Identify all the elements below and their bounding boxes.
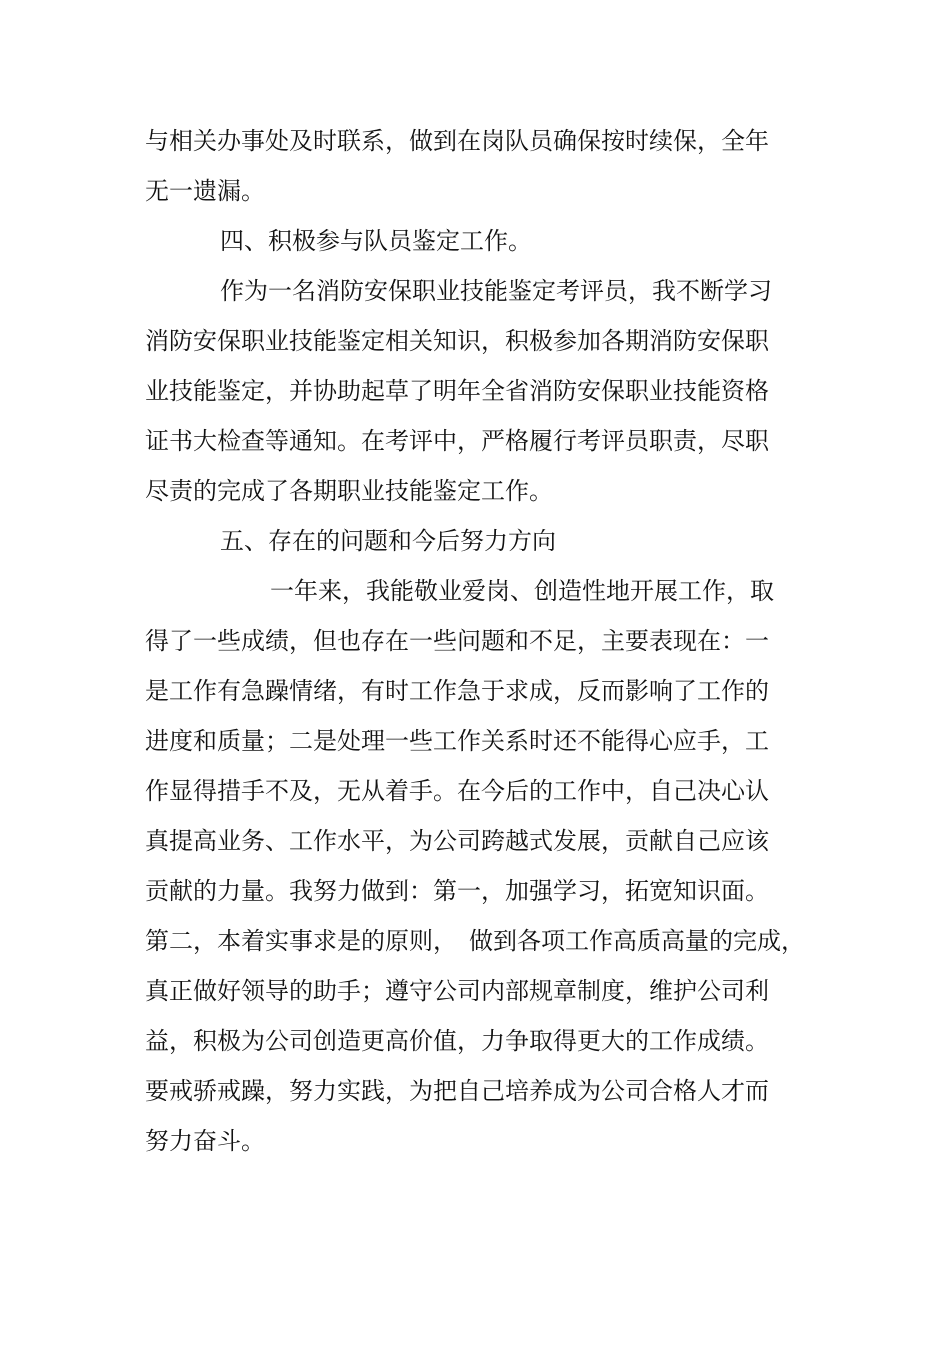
body-line-7: 证书大检查等通知。在考评中，严格履行考评员职责，尽职 xyxy=(145,427,769,455)
body-line-8: 尽责的完成了各期职业技能鉴定工作。 xyxy=(145,477,553,505)
body-line-13: 进度和质量；二是处理一些工作关系时还不能得心应手，工 xyxy=(145,727,769,755)
body-line-6: 业技能鉴定，并协助起草了明年全省消防安保职业技能资格 xyxy=(145,377,769,405)
body-line-10: 一年来，我能敬业爱岗、创造性地开展工作，取 xyxy=(270,577,774,605)
section-heading-4: 四、积极参与队员鉴定工作。 xyxy=(220,227,532,255)
body-line-19: 益，积极为公司创造更高价值，力争取得更大的工作成绩。 xyxy=(145,1027,769,1055)
body-line-18: 真正做好领导的助手；遵守公司内部规章制度，维护公司利 xyxy=(145,977,769,1005)
section-heading-5: 五、存在的问题和今后努力方向 xyxy=(220,527,556,555)
body-line-14: 作显得措手不及，无从着手。在今后的工作中，自己决心认 xyxy=(145,777,769,805)
body-line-12: 是工作有急躁情绪，有时工作急于求成，反而影响了工作的 xyxy=(145,677,769,705)
body-line-17: 第二，本着实事求是的原则， 做到各项工作高质高量的完成， xyxy=(145,927,805,955)
body-line-16: 贡献的力量。我努力做到：第一，加强学习，拓宽知识面。 xyxy=(145,877,769,905)
body-line-4: 作为一名消防安保职业技能鉴定考评员，我不断学习 xyxy=(220,277,772,305)
body-line-11: 得了一些成绩，但也存在一些问题和不足，主要表现在：一 xyxy=(145,627,769,655)
body-line-1: 与相关办事处及时联系，做到在岗队员确保按时续保，全年 xyxy=(145,127,769,155)
body-line-5: 消防安保职业技能鉴定相关知识，积极参加各期消防安保职 xyxy=(145,327,769,355)
body-line-20: 要戒骄戒躁，努力实践，为把自己培养成为公司合格人才而 xyxy=(145,1077,769,1105)
body-line-21: 努力奋斗。 xyxy=(145,1127,265,1155)
body-line-15: 真提高业务、工作水平，为公司跨越式发展，贡献自己应该 xyxy=(145,827,769,855)
body-line-2: 无一遗漏。 xyxy=(145,177,265,205)
